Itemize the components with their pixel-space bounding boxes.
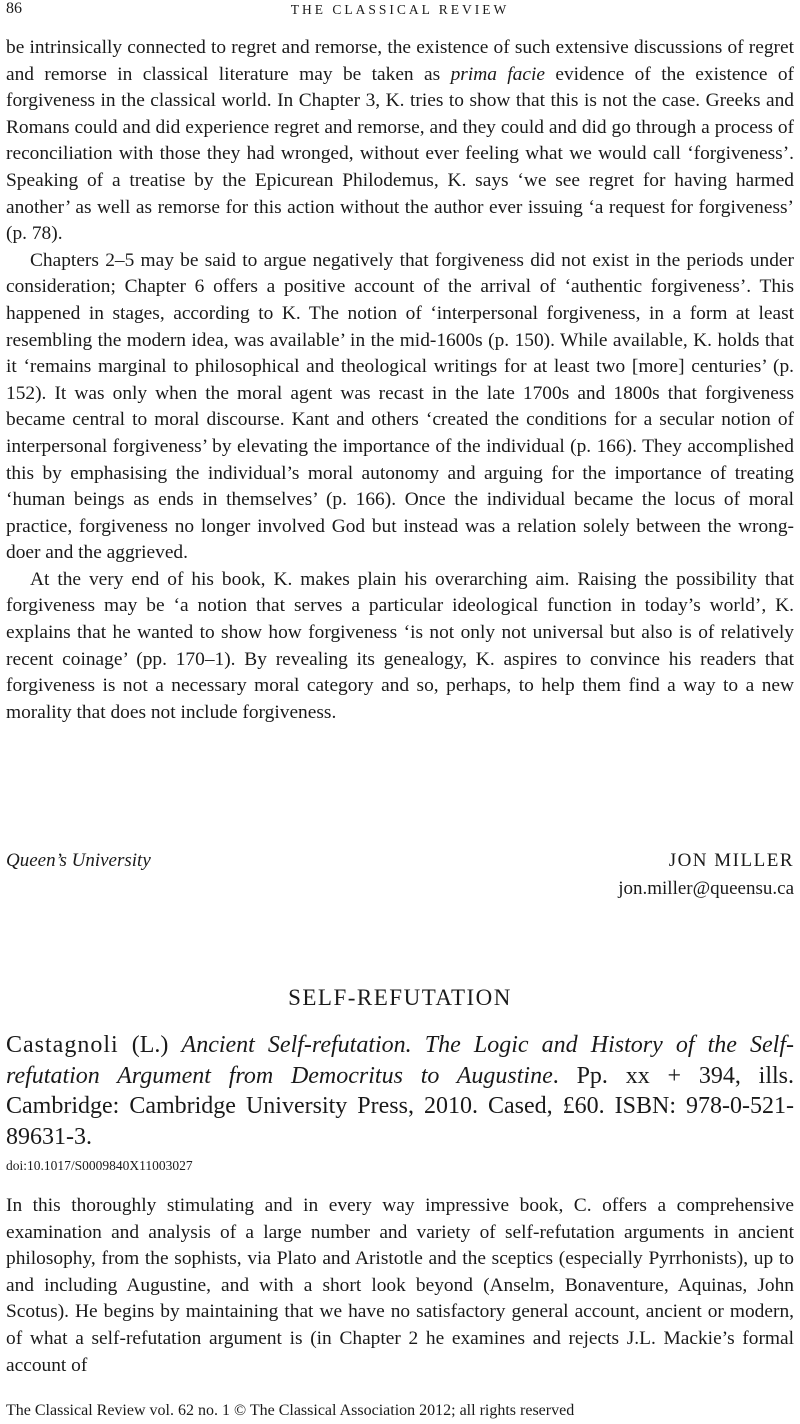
page-header xyxy=(6,0,794,22)
body-paragraph-3: At the very end of his book, K. makes plain his overarching aim. Raising the possibility that forgiveness may be ‘a notion that serves a particular ideological function in today’s world’, K. explains that he wanted to show how forgiveness ‘is not only not universal but also is of relatively recent coinage’ (pp. 170–1). By revealing its genealogy, K. aspires to convince his readers that forgiveness is not a necessary moral category and so, perhaps, to help them find a way to a new morality that does not include forgiveness. xyxy=(6,568,794,723)
page-number: 86 xyxy=(6,0,22,17)
citation-author: Castagnoli xyxy=(6,1032,119,1058)
citation-details: . Pp. xx + 394, ills. Cambridge: Cambridge University Press, 2010. Cased, £60. ISBN: 978-0-521-89631-3. xyxy=(6,1062,794,1150)
review-body xyxy=(6,35,794,726)
running-head: THE CLASSICAL REVIEW xyxy=(290,2,510,17)
body-paragraph-2: Chapters 2–5 may be said to argue negatively that forgiveness did not exist in the periods under consideration; Chapter 6 offers a positive account of the arrival of ‘authentic forgiveness’. This happened in stages, according to K. The notion of ‘interpersonal forgiveness, in a form at least resembling the modern idea, was available’ in the mid-1600s (p. 150). While available, K. holds that it ‘remains marginal to philosophical and theological writings for at least two [more] centuries’ (p. 152). It was only when the moral agent was recast in the late 1700s and 1800s that forgiveness became central to moral discourse. Kant and others ‘created the conditions for a secular notion of interpersonal forgiveness’ by elevating the importance of the individual (p. 166). They accomplished this by emphasising the individual’s moral autonomy and arguing for the importance of treating ‘human beings as ends in themselves’ (p. 166). Once the individual became the locus of moral practice, forgiveness no longer involved God but instead was a relation solely between the wrong-doer and the aggrieved. xyxy=(6,249,794,564)
signature-block xyxy=(6,846,794,902)
review-opening xyxy=(6,1193,794,1379)
review-paragraph: In this thoroughly stimulating and in every way impressive book, C. offers a comprehensive examination and analysis of a large number and variety of self-refutation arguments in ancient philosophy, from the sophists, via Plato and Aristotle and the sceptics (especially Pyrrhonists), up to and including Augustine, and with a short look beyond (Anselm, Bonaventure, Aquinas, John Scotus). He begins by maintaining that we have no satisfactory general account, ancient or modern, of what a self-refutation argument is (in Chapter 2 he examines and rejects J.L. Mackie’s formal account of xyxy=(6,1195,794,1376)
citation-initial: (L.) xyxy=(131,1032,169,1058)
section-title: SELF-REFUTATION xyxy=(288,985,512,1010)
citation-title: Ancient Self-refutation. The Logic and History of the Self-refutation Argument from Democritus to Augustine xyxy=(6,1032,795,1089)
reviewer-name: JON MILLER xyxy=(668,850,794,871)
doi[interactable]: doi:10.1017/S0009840X11003027 xyxy=(6,1158,193,1173)
reviewer-affiliation: Queen’s University xyxy=(6,850,151,871)
body-paragraph-1: be intrinsically connected to regret and remorse, the existence of such extensive discussions of regret and remorse in classical literature may be taken as prima facie evidence of the existence of forgiveness in the classical world. In Chapter 3, K. tries to show that this is not the case. Greeks and Romans could and did experience regret and remorse, and they could and did go through a process of reconciliation with those they had wronged, without ever feeling what we would call ‘forgiveness’. Speaking of a treatise by the Epicurean Philodemus, K. says ‘we see regret for having harmed another’ as well as remorse for this action without the author ever issuing ‘a request for forgiveness’ (p. 78). xyxy=(6,37,794,245)
reviewer-email[interactable]: jon.miller@queensu.ca xyxy=(618,878,794,899)
book-citation xyxy=(6,1030,794,1152)
page-footer: The Classical Review vol. 62 no. 1 © The Classical Association 2012; all rights reserved xyxy=(6,1402,575,1419)
